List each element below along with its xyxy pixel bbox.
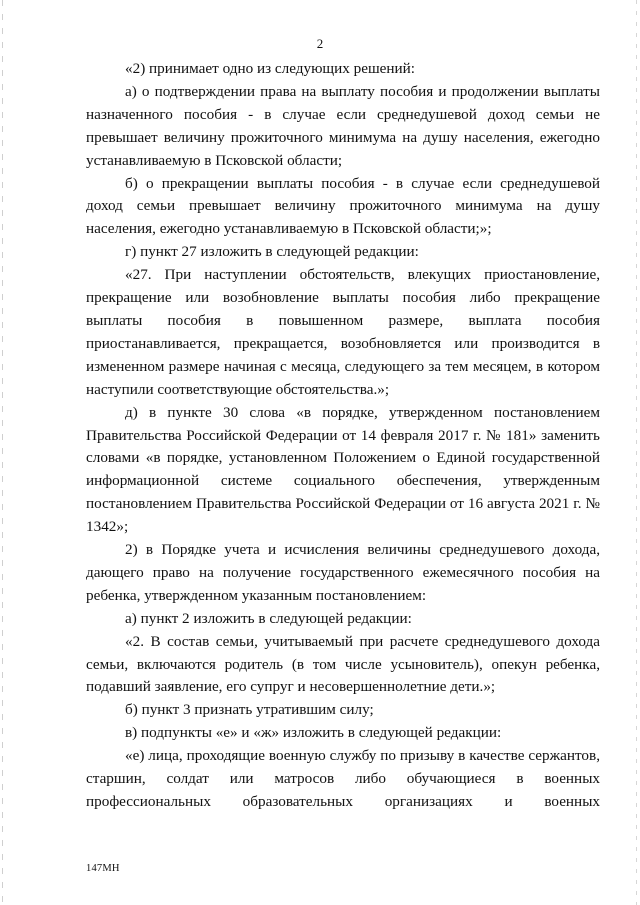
paragraph-item-2-text: «2. В состав семьи, учитываемый при расчете среднедушевого дохода семьи, включаются родитель (в том числе усыновитель), опекун ребенка, подавший заявление, его супруг и несовершеннолетние дети.»; <box>86 632 600 696</box>
footer-document-code: 147МН <box>86 863 120 874</box>
paragraph-item-30: д) в пункте 30 слова «в порядке, утвержденном постановлением Правительства Российской Федерации от 14 февраля 2017 г. № 181» заменить словами «в порядке, установленном Положением о Единой государственной информационной системе социального обеспечения, утвержденным постановлением Правительства Российской Федерации от 16 августа 2021 г. № 1342»; <box>86 403 600 536</box>
paragraph-subitems-heading: в) подпункты «е» и «ж» изложить в следующей редакции: <box>125 724 502 742</box>
paragraph-item-27-text: «27. При наступлении обстоятельств, влекущих приостановление, прекращение или возобновление выплаты пособия либо прекращение выплаты пособия в повышенном размере, выплата пособия приостанавливается, прекращается, возобновляется или производится в измененном размере начиная с месяца, следующего за тем месяцем, в котором наступили соответствующие обстоятельства.»; <box>86 266 600 398</box>
paragraph-decision-intro: «2) принимает одно из следующих решений: <box>125 60 416 77</box>
paragraph-item-27-heading: г) пункт 27 изложить в следующей редакции: <box>125 243 419 261</box>
scan-edge-right <box>636 0 637 905</box>
paragraph-terminate-payment: б) о прекращении выплаты пособия - в случае если среднедушевой доход семьи превышает величину прожиточного минимума на душу населения, ежегодно устанавливаемую в Псковской области;»; <box>86 174 600 238</box>
page-number: 2 <box>316 36 324 51</box>
paragraph-confirm-right: а) о подтверждении права на выплату пособия и продолжении выплаты назначенного пособия - в случае если среднедушевой доход семьи не превышает величину прожиточного минимума на душу населения, ежегодно устанавливаемую в Псковской области; <box>86 82 600 169</box>
scan-edge-left <box>2 0 3 905</box>
paragraph-subitem-e: «е) лица, проходящие военную службу по призыву в качестве сержантов, старшин, солдат или матросов либо обучающиеся в военных профессиональных образовательных организациях и военных <box>86 747 600 810</box>
document-body <box>86 58 600 814</box>
paragraph-item-2-heading: а) пункт 2 изложить в следующей редакции: <box>125 609 412 627</box>
paragraph-income-procedure: 2) в Порядке учета и исчисления величины среднедушевого дохода, дающего право на получение государственного ежемесячного пособия на ребенка, утвержденном указанным постановлением: <box>86 541 600 604</box>
paragraph-item-3: б) пункт 3 признать утратившим силу; <box>125 701 374 719</box>
